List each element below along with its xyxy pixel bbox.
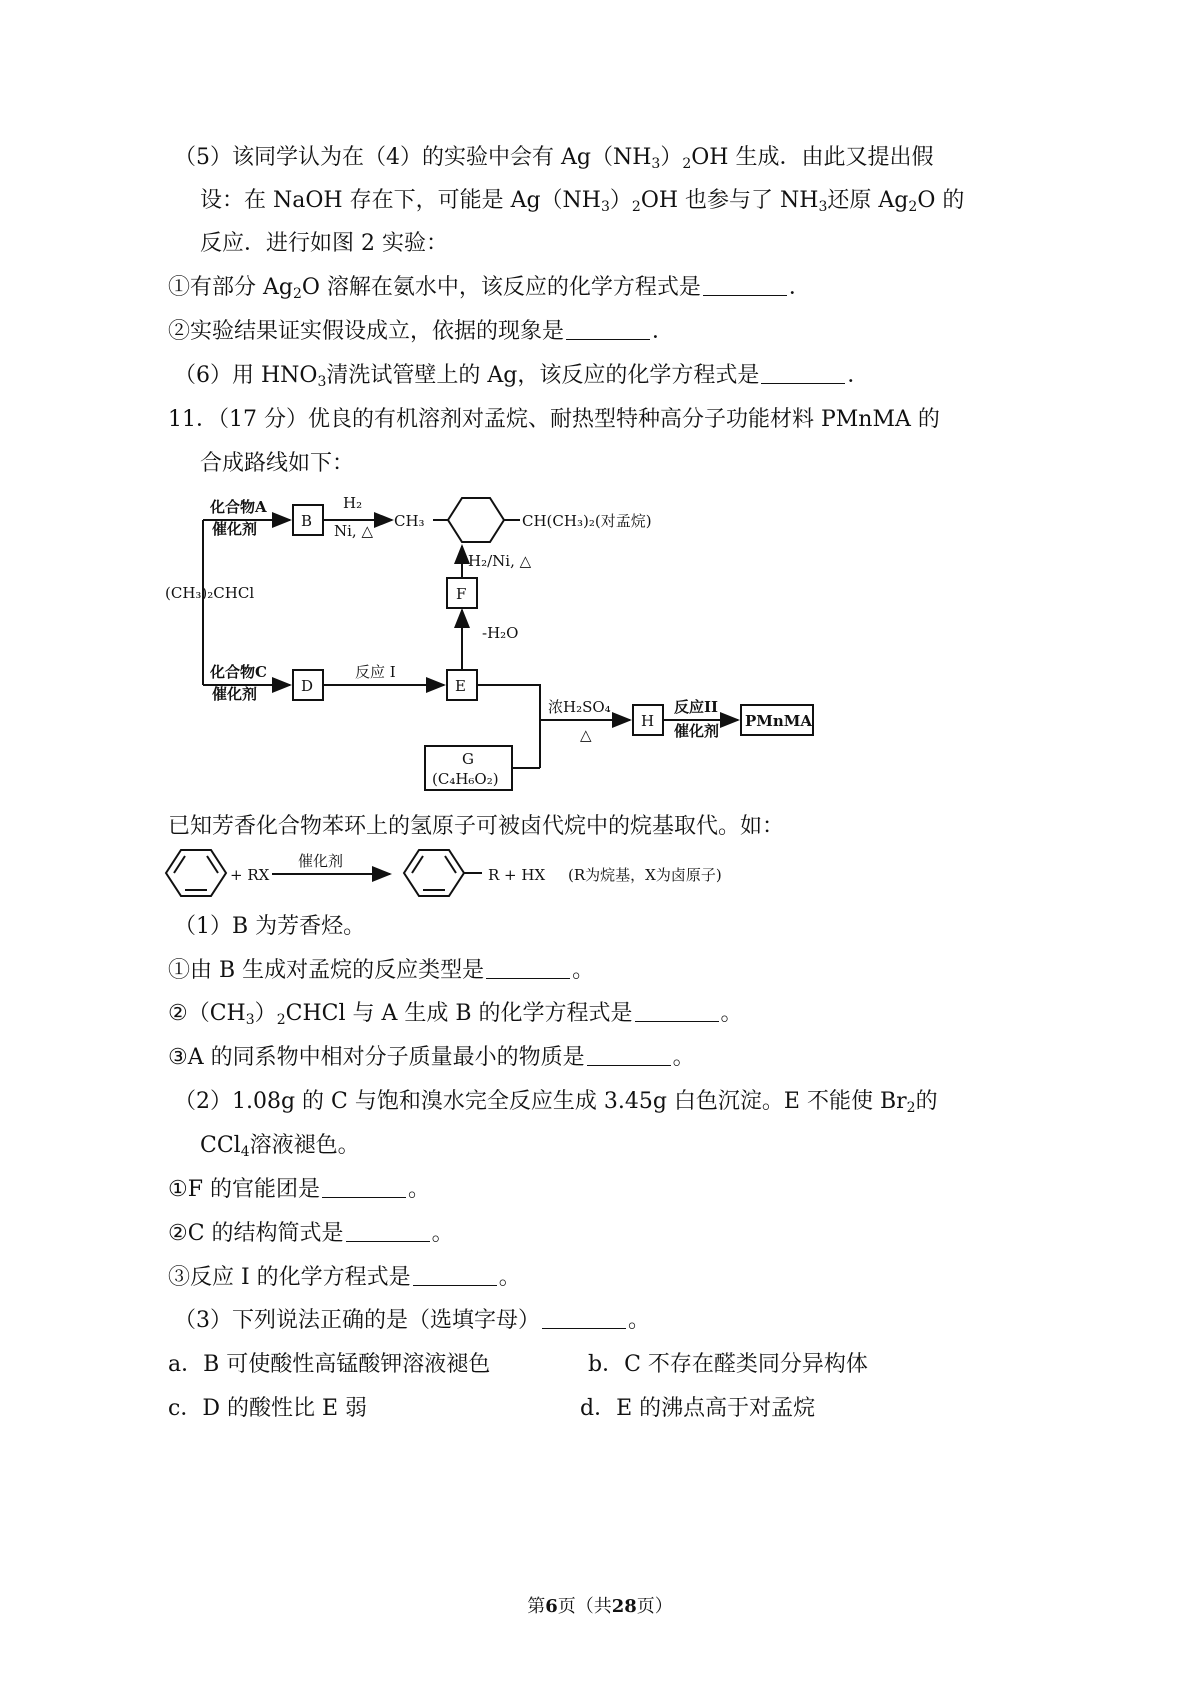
box-d-label: D — [301, 677, 314, 695]
part3-header: （3）下列说法正确的是（选填字母） 。 — [174, 1308, 651, 1333]
conc-sulfuric-label: 浓H₂SO₄ — [548, 698, 611, 716]
result-label: R + HX — [488, 866, 546, 884]
page-number: 6 — [545, 1596, 558, 1617]
answer-blank — [486, 958, 570, 979]
box-b-label: B — [301, 512, 313, 530]
ch3-label: CH₃ — [394, 512, 425, 530]
heat-label: △ — [580, 726, 592, 744]
box-h-label: H — [641, 712, 655, 730]
part1-item1: ①由 B 生成对孟烷的反应类型是 。 — [168, 958, 595, 983]
part2-item1: ①F 的官能团是 。 — [168, 1177, 430, 1202]
q10-part6: （6）用 $HNO_3$清洗试管壁上的 Ag，该反应的化学方程式是 ． — [174, 363, 870, 390]
box-g-label: G — [462, 750, 474, 768]
catalyst-label: 催化剂 — [212, 685, 258, 703]
reagent-c: 化合物C — [210, 663, 267, 681]
q10-part5-line2: 设：在 NaOH 存在下，可能是 $Ag(NH_3)_2OH$ 也参与了 $NH_3$还原 $Ag_2O$ 的 — [200, 188, 965, 215]
part2-item2: ②C 的结构简式是 。 — [168, 1221, 454, 1246]
part1-item2: $②(CH_3)_2CHCl$ 与 A 生成 B 的化学方程式是 。 — [168, 1001, 743, 1028]
answer-blank — [587, 1045, 671, 1066]
cyclohexane-ring — [448, 498, 504, 542]
option-a: a．B 可使酸性高锰酸钾溶液褪色 — [168, 1352, 491, 1377]
answer-blank — [322, 1177, 406, 1198]
box-e-label: E — [455, 677, 466, 695]
catalyst-label: 催化剂 — [674, 722, 720, 740]
answer-blank — [413, 1265, 497, 1286]
q10-item1: ①有部分 $Ag_2O$ 溶解在氨水中，该反应的化学方程式是 ． — [168, 275, 811, 302]
start-reagent: (CH₃)₂CHCl — [165, 584, 255, 602]
part2-line2: CCl$_4$溶液褪色。 — [200, 1133, 360, 1160]
q10-part5-line3: 反应．进行如图 2 实验： — [200, 231, 448, 256]
q10-item2: ②实验结果证实假设成立，依据的现象是 ． — [168, 319, 675, 344]
catalyst-label: 催化剂 — [212, 520, 258, 538]
known-fact: 已知芳香化合物苯环上的氢原子可被卤代烷中的烷基取代。如： — [168, 814, 785, 839]
catalyst-label: 催化剂 — [298, 852, 344, 870]
note-label: (R为烷基，X为卤原子) — [568, 866, 722, 884]
box-f-label: F — [456, 585, 467, 603]
ni-heat-label: Ni, △ — [334, 522, 373, 540]
option-d: d．E 的沸点高于对孟烷 — [580, 1396, 816, 1421]
plus-rx-label: + RX — [230, 866, 270, 884]
part1-header: （1）B 为芳香烃。 — [174, 914, 366, 939]
q11-stem-line1: 11．（17 分）优良的有机溶剂对孟烷、耐热型特种高分子功能材料 PMnMA 的 — [168, 407, 940, 432]
answer-blank — [542, 1308, 626, 1329]
h2-label: H₂ — [343, 494, 363, 512]
answer-blank — [635, 1001, 719, 1022]
part2-line1: （2）1.08g 的 C 与饱和溴水完全反应生成 3.45g 白色沉淀。E 不能使 $Br_2$的 — [174, 1089, 938, 1116]
page-footer: 第6页（共28页） — [527, 1596, 673, 1617]
minus-water-label: -H₂O — [482, 624, 519, 642]
reaction-2-label: 反应II — [674, 698, 719, 716]
option-c: c．D 的酸性比 E 弱 — [168, 1396, 367, 1421]
q10-part5-line1: （5）该同学认为在（4）的实验中会有 $Ag(NH_3)_2OH$ 生成．由此又提出假 — [174, 145, 934, 172]
box-pmnma-label: PMnMA — [745, 712, 813, 730]
product-label: CH(CH₃)₂(对孟烷) — [522, 512, 652, 530]
box-g-formula: (C₄H₆O₂) — [432, 770, 499, 788]
total-pages: 28 — [611, 1596, 637, 1617]
reagent-a: 化合物A — [210, 498, 267, 516]
h2-ni-heat-label: H₂/Ni, △ — [468, 552, 532, 570]
q11-stem-line2: 合成路线如下： — [200, 451, 355, 476]
answer-blank — [346, 1221, 430, 1242]
option-b: b．C 不存在醛类同分异构体 — [588, 1352, 868, 1377]
reaction-1-label: 反应 I — [355, 663, 396, 681]
part1-item3: ③A 的同系物中相对分子质量最小的物质是 。 — [168, 1045, 695, 1070]
part2-item3: ③反应 I 的化学方程式是 。 — [168, 1265, 521, 1290]
